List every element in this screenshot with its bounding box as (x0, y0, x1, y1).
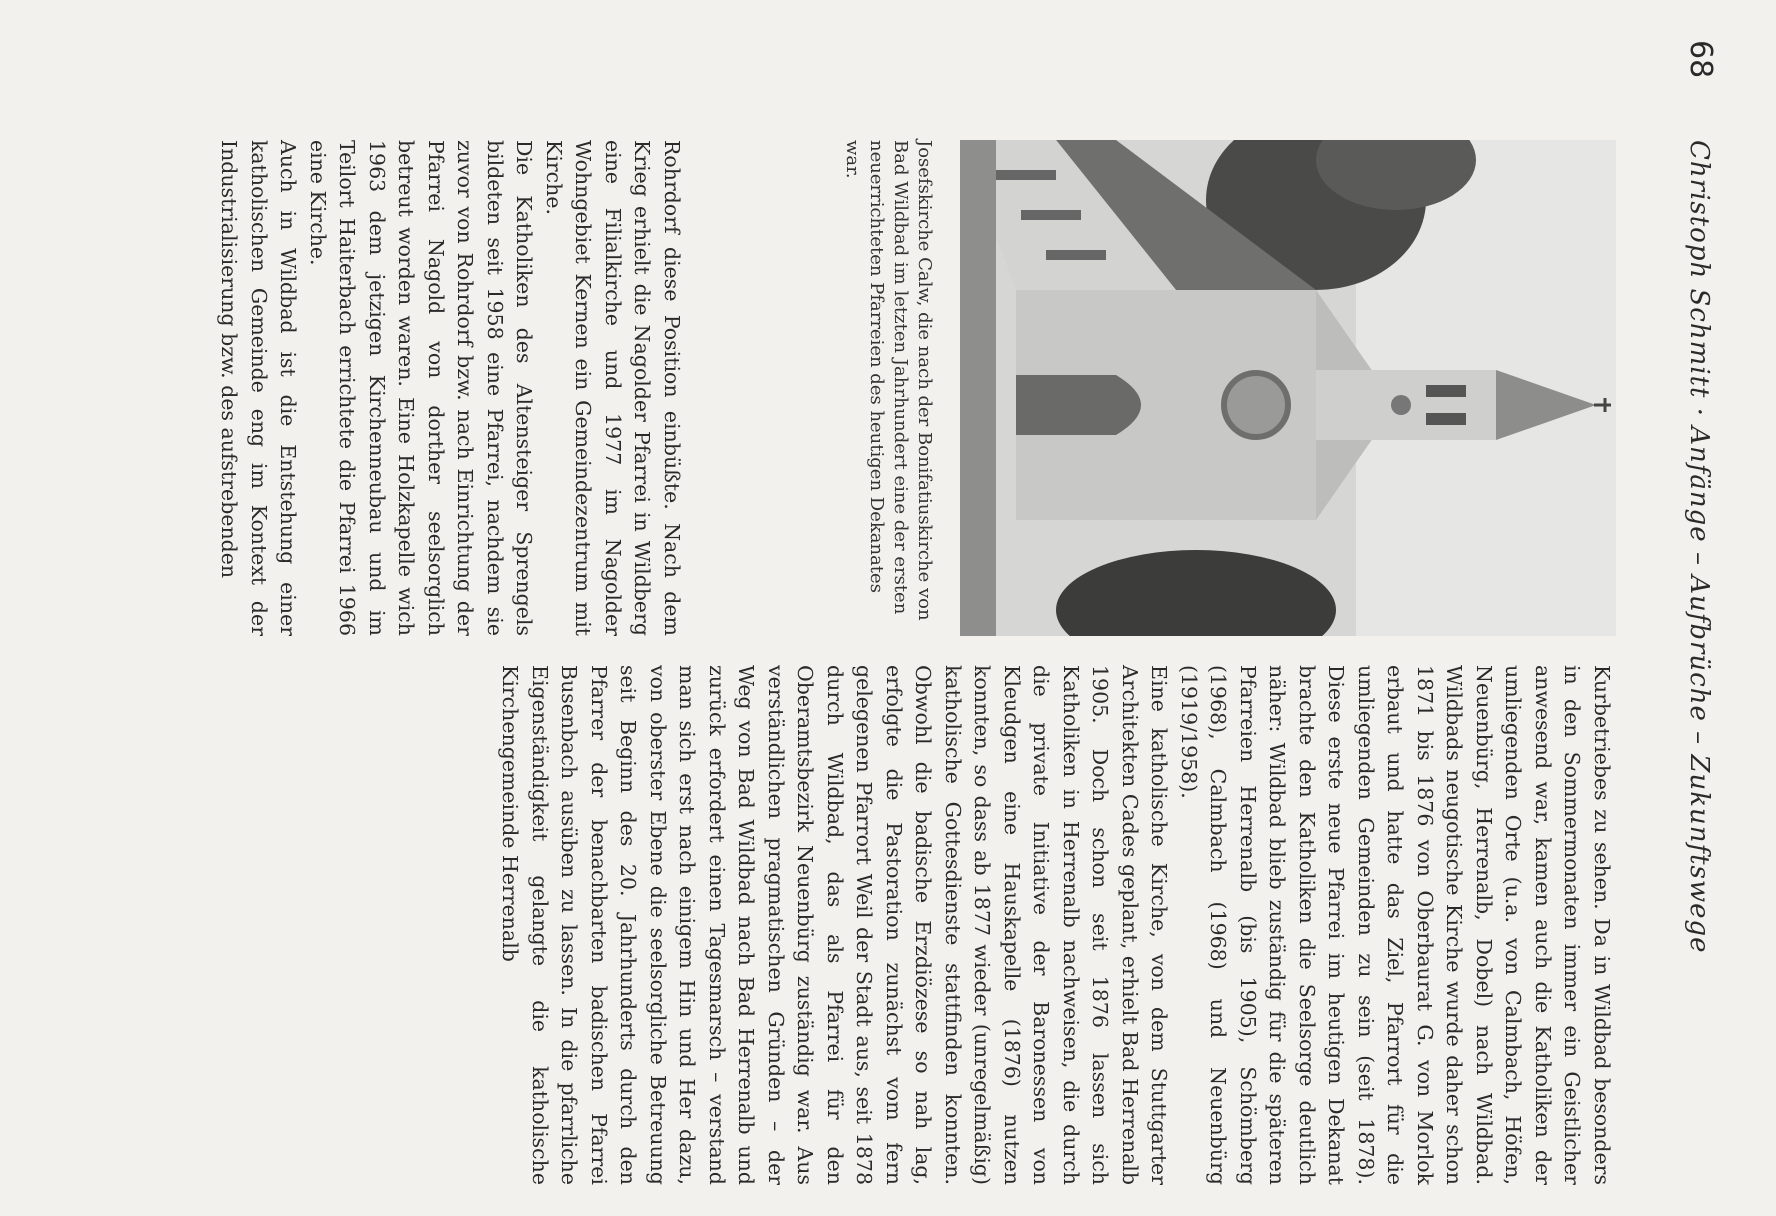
running-header (1678, 40, 1718, 1210)
text-column-right (495, 665, 1616, 1185)
figure-caption: Josefskirche Calw, die nach der Bonifatiuskirche von Bad Wildbad im letzten Jahrhundert eine der ersten neuerrichteten Pfarreien des heutigen Dekanates war. (842, 140, 935, 621)
paragraph: Die Katholiken des Altensteiger Sprengels bildeten seit 1958 eine Pfarrei, nachdem sie zuvor von Rohrdorf bzw. nach Einrichtung der Pfarrei Nagold von dorther seelsorglich betreut worden waren. Eine Holzkapelle wich 1963 dem jetzigen Kirchenneubau und im Teilort Haiterbach errichtete die Pfarrei 1966 eine Kirche. (306, 140, 537, 636)
paragraph: Eine katholische Kirche, von dem Stuttgarter Architekten Cades geplant, erhielt Bad Herrenalb 1905. Doch schon seit 1876 lassen sich Katholiken in Herrenalb nachweisen, die durch die private Initiative der Baronessen von Kleudgen eine Hauskapelle (1876) nutzen konnten, so dass ab 1877 wieder (unregelmäßig) katholische Gottesdienste stattfinden konnten. Obwohl die badische Erzdiözese so nah lag, erfolgte die Pastoration zunächst vom fern gelegenen Pfarrort Weil der Stadt aus, seit 1878 durch Wildbad, das als Pfarrei für den Oberamtsbezirk Neuenbürg zuständig war. Aus verständlichen pragmatischen Gründen – der Weg von Bad Wildbad nach Bad Herrenalb und zurück erfordert einen Tagesmarsch – verstand man sich erst nach einigem Hin und Her dazu, von oberster Ebene die seelsorgliche Betreuung seit Beginn des 20. Jahrhunderts durch den Pfarrer der benachbarten badischen Pfarrei Busenbach ausüben zu lassen. In die pfarrliche Eigenständigkeit gelangte die katholische Kirchengemeinde Herrenalb (498, 665, 1172, 1185)
text-column-left (214, 140, 686, 636)
running-title: Christoph Schmitt · Anfänge – Aufbrüche – Zukunftswege (1684, 140, 1714, 954)
page-number: 68 (1683, 40, 1718, 79)
paragraph: Rohrdorf diese Position einbüßte. Nach dem Krieg erhielt die Nagolder Pfarrei in Wildberg eine Filialkirche und 1977 im Nagolder Wohngebiet Kernen ein Gemeindezentrum mit Kirche. (542, 140, 684, 636)
paragraph: Kurbetriebes zu sehen. Da in Wildbad besonders in den Sommermonaten immer ein Geistlicher anwesend war, kamen auch die Katholiken der umliegenden Orte (u.a. von Calmbach, Höfen, Neuenbürg, Herrenalb, Dobel) nach Wildbad. Wildbads neugotische Kirche wurde daher schon 1871 bis 1876 von Oberbaurat G. von Morlok erbaut und hatte das Ziel, Pfarrort für die umliegenden Gemeinden zu sein (seit 1878). Diese erste neue Pfarrei im heutigen Dekanat brachte den Katholiken die Seelsorge deutlich näher: Wildbad blieb zuständig für die späteren Pfarreien Herrenalb (bis 1905), Schömberg (1968), Calmbach (1968) und Neuenbürg (1919/1958). (1177, 665, 1614, 1185)
paragraph: Auch in Wildbad ist die Entstehung einer katholischen Gemeinde eng im Kontext der Industrialisierung bzw. des aufstrebenden (217, 140, 301, 636)
church-photo (960, 140, 1616, 636)
